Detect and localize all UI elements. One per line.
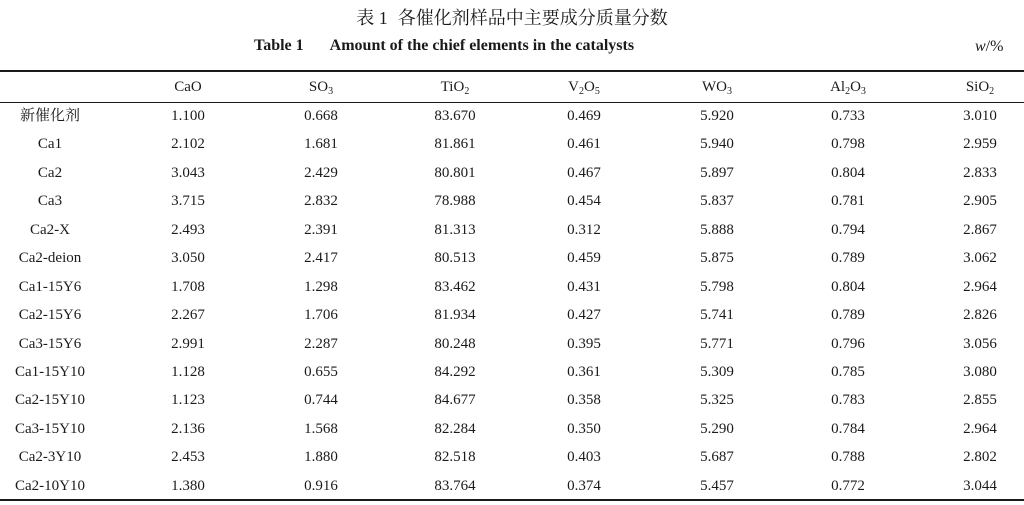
table-cell: 0.361 — [567, 363, 601, 380]
unit-suffix: /% — [985, 38, 1004, 55]
column-header-subscript: 2 — [579, 86, 584, 97]
column-header-subscript: 2 — [989, 86, 995, 97]
table-cell: 5.888 — [700, 221, 734, 238]
table-cell: 0.350 — [567, 420, 601, 437]
table-row — [0, 216, 1024, 244]
table-cell: 5.687 — [700, 449, 734, 466]
column-header-text: SO — [308, 79, 329, 95]
table-cell: 1.298 — [304, 278, 338, 295]
table-cell: 2.136 — [171, 420, 205, 437]
table-cell: 5.920 — [700, 108, 734, 124]
table-cell: 2.833 — [963, 164, 997, 181]
table-cell: 2.267 — [171, 307, 205, 324]
table-cell: 5.309 — [700, 363, 734, 380]
table-cell: 2.964 — [963, 278, 997, 295]
header-row — [0, 72, 1024, 102]
table-caption-english — [254, 35, 634, 57]
table-cell: 2.429 — [304, 164, 338, 181]
table-row — [0, 472, 1024, 500]
row-label: Ca2 — [37, 164, 63, 181]
column-header — [915, 72, 1024, 102]
table-cell: 5.457 — [700, 477, 734, 494]
table-cell: 2.905 — [963, 193, 997, 210]
table-body — [0, 102, 1024, 500]
table-cell: 0.358 — [567, 392, 601, 409]
table-cell: 5.771 — [700, 335, 734, 352]
table-cell: 80.801 — [434, 164, 476, 181]
column-header — [652, 72, 782, 102]
table-cell: 5.325 — [700, 392, 734, 409]
table-cell: 0.431 — [567, 278, 601, 295]
table-cell: 3.043 — [171, 164, 205, 181]
table-cell: 0.312 — [567, 221, 601, 238]
column-header — [256, 72, 386, 102]
table-cell: 80.513 — [434, 250, 476, 267]
table-cell: 0.916 — [304, 477, 338, 494]
row-label: Ca3-15Y10 — [15, 420, 85, 437]
table-cell: 0.788 — [831, 449, 865, 466]
table-cell: 1.708 — [171, 278, 205, 295]
row-label: Ca2-3Y10 — [18, 449, 82, 466]
table-cell: 0.744 — [304, 392, 338, 409]
table-cell: 0.804 — [831, 278, 865, 295]
column-header-text: O — [850, 79, 861, 95]
table-cell: 0.395 — [567, 335, 601, 352]
table-cell: 2.855 — [963, 392, 997, 409]
column-header-subscript: 2 — [464, 86, 470, 97]
table-row — [0, 301, 1024, 329]
table-cell: 3.044 — [963, 477, 997, 494]
row-label: Ca1-15Y10 — [15, 363, 85, 380]
table-title-english: Amount of the chief elements in the catalysts — [329, 37, 635, 54]
table-cell: 0.403 — [567, 449, 601, 466]
table-cell: 1.568 — [304, 420, 338, 437]
unit-label — [975, 36, 1003, 58]
table-cell: 5.940 — [700, 136, 734, 153]
table-row — [0, 386, 1024, 414]
table-cell: 5.897 — [700, 164, 734, 181]
row-label: Ca2-10Y10 — [15, 477, 85, 494]
table-cell: 2.991 — [171, 335, 205, 352]
table-cell: 0.804 — [831, 164, 865, 181]
table-cell: 84.292 — [434, 363, 476, 380]
table-cell: 78.988 — [434, 193, 476, 210]
table-row — [0, 130, 1024, 158]
table-cell: 0.427 — [567, 307, 601, 324]
table-cell: 5.875 — [700, 250, 734, 267]
table-cell: 82.284 — [434, 420, 476, 437]
column-header-text: V — [568, 79, 579, 95]
column-header — [519, 72, 649, 102]
column-header-subscript: 3 — [727, 86, 732, 97]
table-cell: 0.781 — [831, 193, 865, 210]
column-header-subscript: 3 — [860, 86, 866, 97]
table-cell: 2.867 — [963, 221, 997, 238]
table-cell: 0.461 — [567, 136, 601, 153]
row-label: Ca1 — [37, 136, 63, 153]
table-cell: 2.102 — [171, 136, 205, 153]
table-caption-chinese — [0, 6, 1024, 30]
table-cell: 84.677 — [434, 392, 476, 409]
table-cell: 1.380 — [171, 477, 205, 494]
column-header — [390, 72, 520, 102]
table-cell: 2.826 — [963, 307, 997, 324]
table-cell: 81.861 — [434, 136, 476, 153]
table-cell: 83.764 — [434, 477, 476, 494]
row-label: 新催化剂 — [19, 108, 80, 124]
table-cell: 81.934 — [434, 307, 476, 324]
row-label: Ca3-15Y6 — [18, 335, 82, 352]
table-row — [0, 415, 1024, 443]
table-cell: 1.880 — [304, 449, 338, 466]
table-cell: 0.794 — [831, 221, 865, 238]
table-cell: 3.010 — [963, 108, 997, 124]
row-label: Ca2-15Y6 — [18, 307, 82, 324]
unit-symbol: w — [975, 38, 986, 55]
table-cell: 2.453 — [171, 449, 205, 466]
table-cell: 0.655 — [304, 363, 338, 380]
table-cell: 1.123 — [171, 392, 205, 409]
column-header-text: CaO — [174, 79, 202, 95]
bottom-rule — [0, 499, 1024, 501]
column-header-text: TiO — [440, 79, 465, 95]
table-cell: 3.062 — [963, 250, 997, 267]
table-cell: 0.798 — [831, 136, 865, 153]
table-cell: 3.050 — [171, 250, 205, 267]
table-row — [0, 443, 1024, 471]
column-header — [123, 72, 253, 102]
column-header-subscript: 5 — [594, 86, 600, 97]
table-cell: 0.783 — [831, 392, 865, 409]
table-row — [0, 244, 1024, 272]
table-cell: 1.681 — [304, 136, 338, 153]
table-title-chinese: 各催化剂样品中主要成分质量分数 — [397, 8, 668, 28]
table-cell: 0.454 — [567, 193, 601, 210]
table-cell: 0.784 — [831, 420, 865, 437]
table-cell: 5.798 — [700, 278, 734, 295]
table-cell: 0.789 — [831, 250, 865, 267]
table-row — [0, 187, 1024, 215]
table-cell: 2.287 — [304, 335, 338, 352]
table-cell: 0.772 — [831, 477, 865, 494]
table-cell: 0.789 — [831, 307, 865, 324]
table-cell: 2.802 — [963, 449, 997, 466]
table-cell: 0.785 — [831, 363, 865, 380]
table-cell: 2.959 — [963, 136, 997, 153]
table-cell: 1.100 — [171, 108, 205, 124]
table-cell: 1.128 — [171, 363, 205, 380]
table-cell: 81.313 — [434, 221, 476, 238]
table-cell: 5.837 — [700, 193, 734, 210]
table-cell: 5.741 — [700, 307, 734, 324]
table-cell: 3.056 — [963, 335, 997, 352]
row-label: Ca3 — [37, 193, 63, 210]
table-cell: 3.715 — [171, 193, 205, 210]
table-cell: 2.964 — [963, 420, 997, 437]
table-cell: 0.374 — [567, 477, 601, 494]
table-cell: 0.459 — [567, 250, 601, 267]
column-header-subscript: 2 — [845, 86, 851, 97]
table-cell: 0.469 — [567, 108, 601, 124]
table-cell: 0.467 — [567, 164, 601, 181]
table-cell: 0.668 — [304, 108, 338, 124]
row-label: Ca2-15Y10 — [15, 392, 85, 409]
column-header-subscript: 3 — [328, 86, 334, 97]
table-row — [0, 330, 1024, 358]
table-cell: 2.417 — [304, 250, 338, 267]
column-header-text: O — [584, 79, 595, 95]
row-label: Ca2-deion — [18, 250, 82, 267]
column-header-text: Al — [830, 79, 846, 95]
table-cell: 2.493 — [171, 221, 205, 238]
table-number-english: Table 1 — [254, 37, 304, 54]
table-cell: 0.733 — [831, 108, 865, 124]
column-header-text: WO — [702, 79, 727, 95]
table-row — [0, 159, 1024, 187]
table-cell: 2.391 — [304, 221, 338, 238]
table-row — [0, 358, 1024, 386]
table-number-chinese: 表 1 — [356, 8, 388, 28]
table-cell: 0.796 — [831, 335, 865, 352]
table-row — [0, 273, 1024, 301]
row-label: Ca2-X — [30, 221, 70, 238]
table-cell: 1.706 — [304, 307, 338, 324]
row-label: Ca1-15Y6 — [18, 278, 82, 295]
table-row — [0, 102, 1024, 130]
column-header — [783, 72, 913, 102]
table-cell: 2.832 — [304, 193, 338, 210]
column-header-text: SiO — [965, 79, 990, 95]
table-cell: 3.080 — [963, 363, 997, 380]
table-cell: 82.518 — [434, 449, 476, 466]
table-cell: 80.248 — [434, 335, 476, 352]
table-cell: 5.290 — [700, 420, 734, 437]
table-cell: 83.462 — [434, 278, 476, 295]
table-cell: 83.670 — [434, 108, 476, 124]
table-header — [0, 72, 1024, 102]
